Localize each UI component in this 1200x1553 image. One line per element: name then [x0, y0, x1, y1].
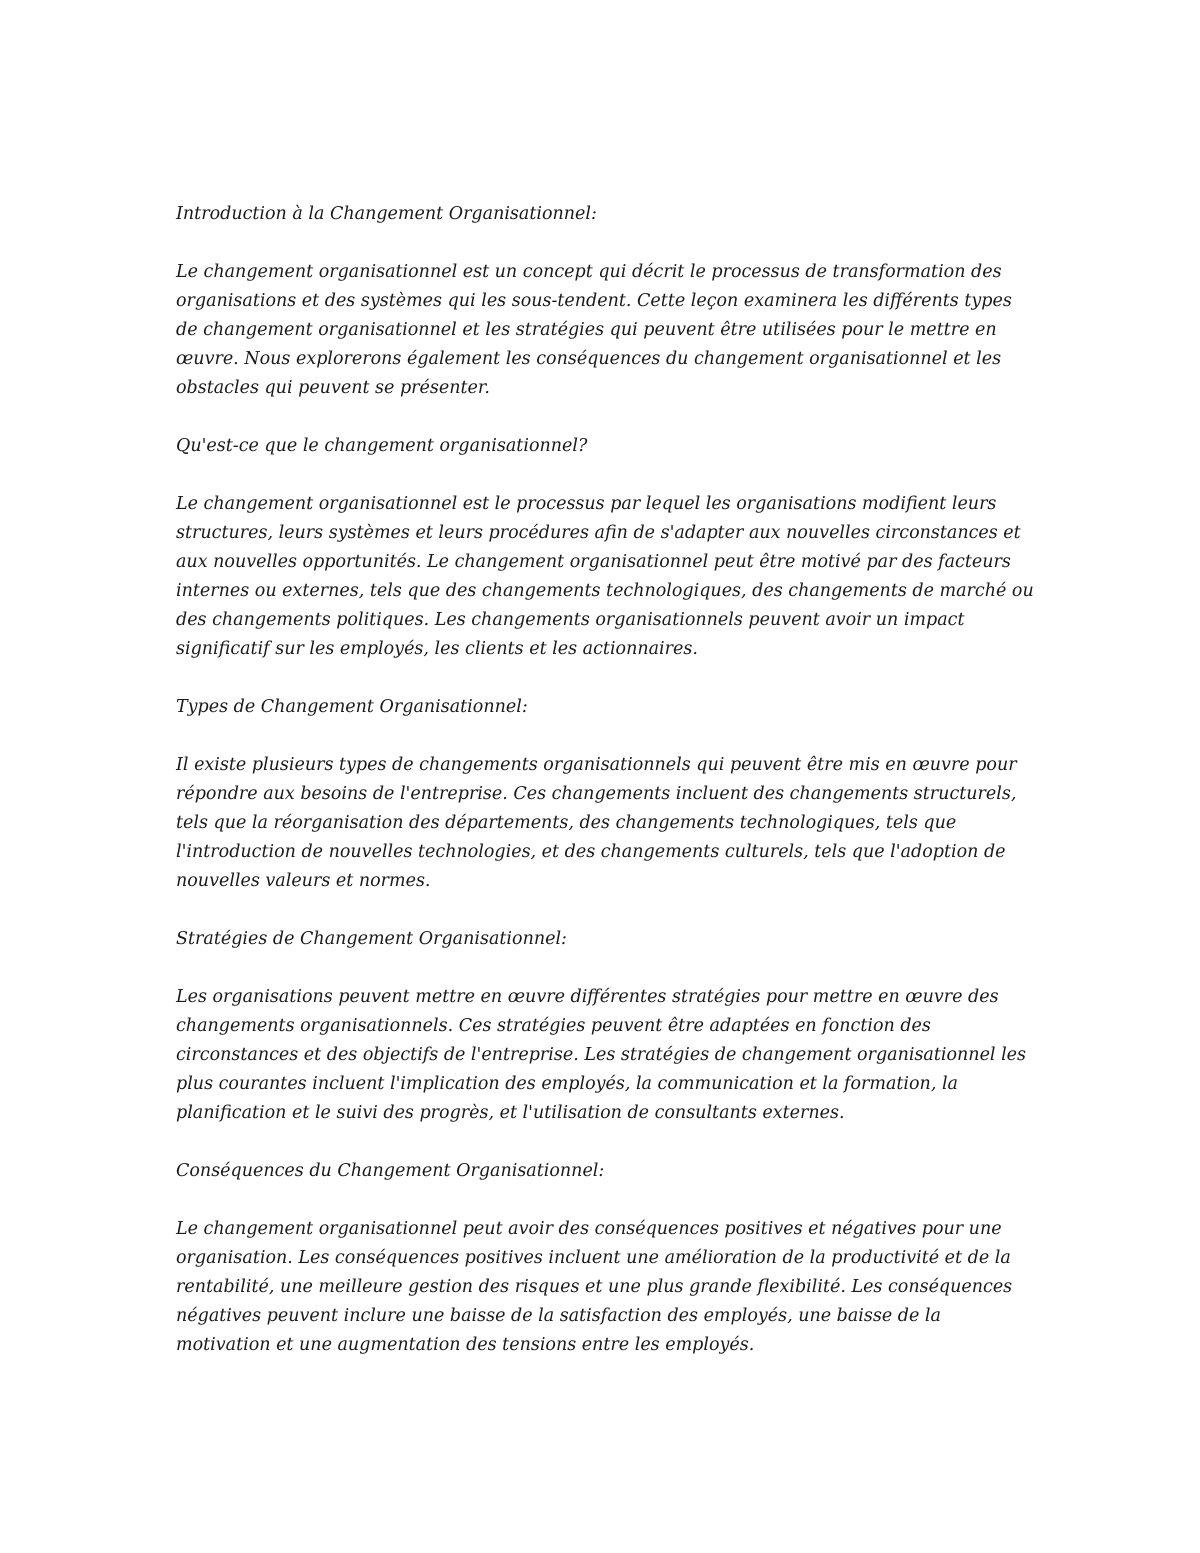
section-heading-types: Types de Changement Organisationnel: [176, 697, 528, 717]
section-paragraph-definition: Le changement organisationnel est le processus par lequel les organisations modifient leurs structures, leurs systèmes et leurs procédures afin de s'adapter aux nouvelles circonstances et aux nouvelles opportunités. Le changement organisationnel peut être motivé par des facteurs internes ou externes, tels que des changements technologiques, des changements de marché ou des changements politiques. Les changements organisationnels peuvent avoir un impact significatif sur les employés, les clients et les actionnaires. [176, 494, 1034, 659]
section-paragraph-strategies: Les organisations peuvent mettre en œuvre différentes stratégies pour mettre en œuvre des changements organisationnels. Ces stratégies peuvent être adaptées en fonction des circonstances et des objectifs de l'entreprise. Les stratégies de changement organisationnel les plus courantes incluent l'implication des employés, la communication et la formation, la planification et le suivi des progrès, et l'utilisation de consultants externes. [176, 987, 1027, 1123]
section-paragraph-types: Il existe plusieurs types de changements organisationnels qui peuvent être mis en œuvre pour répondre aux besoins de l'entreprise. Ces changements incluent des changements structurels, tels que la réorganisation des départements, des changements technologiques, tels que l'introduction de nouvelles technologies, et des changements culturels, tels que l'adoption de nouvelles valeurs et normes. [176, 755, 1017, 891]
section-heading-consequences: Conséquences du Changement Organisationnel: [176, 1161, 605, 1181]
document-body [176, 200, 1036, 1389]
section-heading-introduction: Introduction à la Changement Organisationnel: [176, 204, 597, 224]
section-paragraph-introduction: Le changement organisationnel est un concept qui décrit le processus de transformation des organisations et des systèmes qui les sous-tendent. Cette leçon examinera les différents types de changement organisationnel et les stratégies qui peuvent être utilisées pour le mettre en œuvre. Nous explorerons également les conséquences du changement organisationnel et les obstacles qui peuvent se présenter. [176, 262, 1012, 398]
section-heading-definition: Qu'est-ce que le changement organisationnel? [176, 436, 588, 456]
section-paragraph-consequences: Le changement organisationnel peut avoir des conséquences positives et négatives pour une organisation. Les conséquences positives incluent une amélioration de la productivité et de la rentabilité, une meilleure gestion des risques et une plus grande flexibilité. Les conséquences négatives peuvent inclure une baisse de la satisfaction des employés, une baisse de la motivation et une augmentation des tensions entre les employés. [176, 1219, 1013, 1355]
section-heading-strategies: Stratégies de Changement Organisationnel: [176, 929, 567, 949]
